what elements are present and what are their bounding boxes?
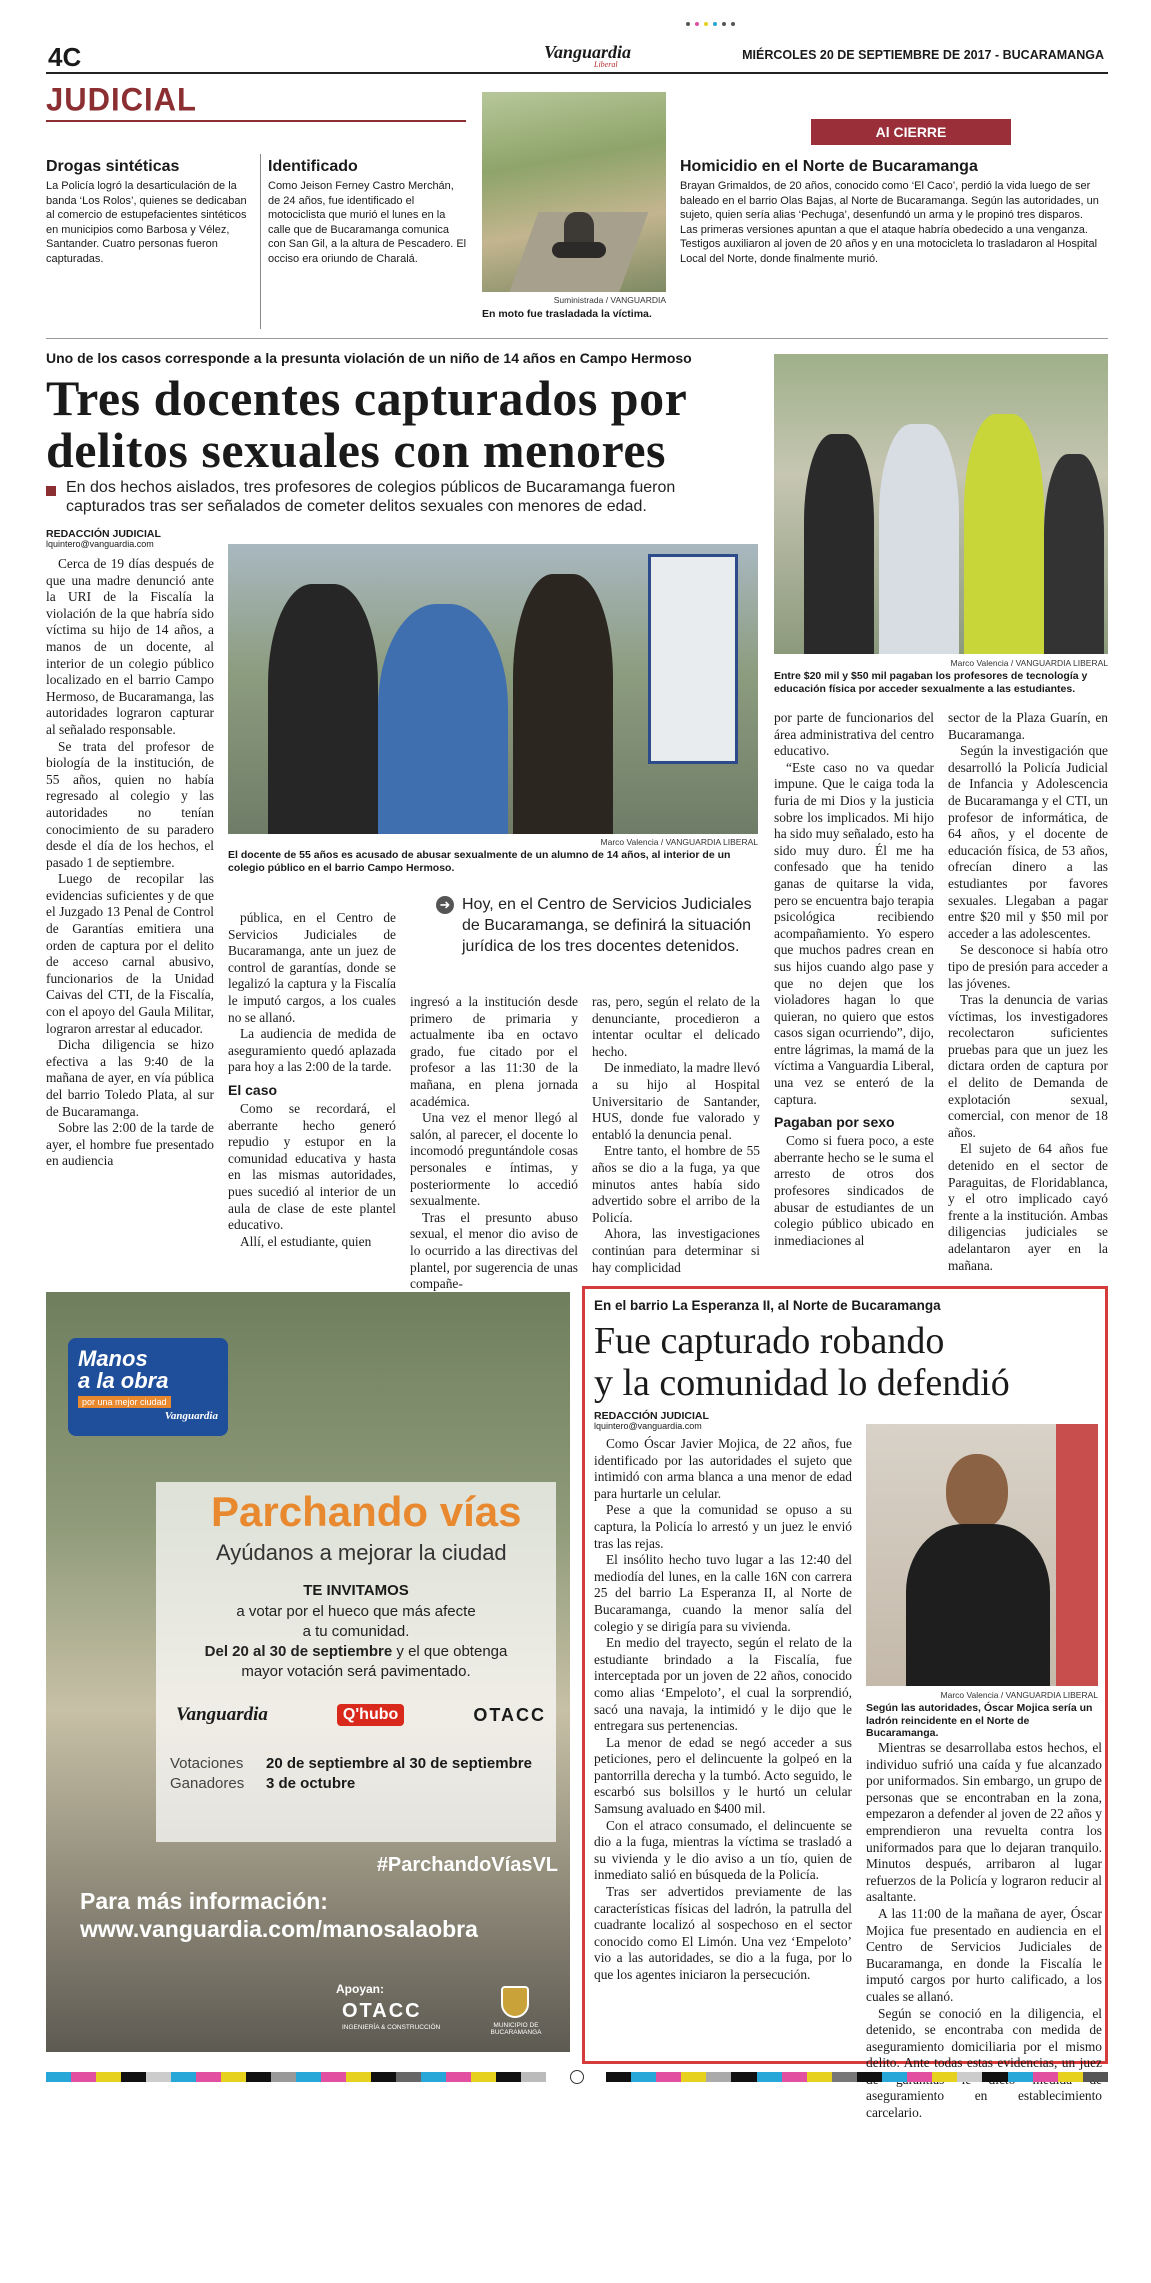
page-date: MIÉRCOLES 20 DE SEPTIEMBRE DE 2017 - BUCARAMANGA	[742, 48, 1104, 62]
paragraph: Allí, el estudiante, quien	[240, 1233, 372, 1249]
paragraph: por parte de funcionarios del área administrativa del centro educativo.	[774, 710, 934, 759]
pull-quote	[436, 894, 761, 957]
paragraph: ingresó a la institución desde primero de primaria y actualmente iba en octavo grado, fue citado por el profesor a las 11:30 de la mañana, en plena jornada académica.	[410, 994, 578, 1109]
paragraph: Como se recordará, el aberrante hecho generó repudio y estupor en la comunidad educativa y hasta en las mismas autoridades, pues sucedió al interior de un aula de clase de este plantel educativo.	[228, 1100, 396, 1233]
page-number: 4C	[48, 42, 82, 72]
brief-text: La Policía logró la desarticulación de la banda ‘Los Rolos’, quienes se dedicaban al comercio de estupefacientes sintéticos en municipios como Barbosa y Vélez, Santander. Cuatro personas fueron capturadas.	[46, 180, 247, 265]
paragraph: Una vez el menor llegó al salón, al parecer, el docente lo incomodó preguntándole cosas personales e íntimas, y posteriormente lo accedió sexualmente.	[410, 1110, 578, 1209]
al-cierre-label: Al CIERRE	[875, 124, 947, 140]
ad-date-label: Votaciones	[170, 1755, 244, 1772]
page-header	[46, 40, 1108, 74]
masthead-logo: Vanguardia	[544, 42, 632, 62]
registration-dots	[686, 22, 756, 28]
brief-drogas	[46, 158, 251, 266]
paragraph: El sujeto de 64 años fue detenido en el sector de Paraguitas, de Floridablanca, y el otro implicado cayó frente a la institución. Ambas diligencias judiciales se adelantaron ayer en la mañana.	[948, 1141, 1108, 1273]
ad-date-value: 20 de septiembre al 30 de septiembre	[266, 1755, 532, 1772]
ad-support-label: Apoyan:	[336, 1982, 384, 1996]
officer-shape	[1044, 454, 1104, 654]
main-kicker: Uno de los casos corresponde a la presunta violación de un niño de 14 años en Campo Hermoso	[46, 350, 692, 366]
ad-invite-line	[156, 1642, 556, 1662]
second-col-2	[866, 1740, 1102, 2122]
photo-credit: Marco Valencia / VANGUARDIA LIBERAL	[940, 1690, 1098, 1700]
main-email: lquintero@vanguardia.com	[46, 539, 154, 549]
support-logo: OTACC	[342, 2000, 422, 2022]
sponsor-logo: OTACC	[473, 1704, 546, 1725]
ad-date-row	[170, 1774, 550, 1794]
paragraph: Mientras se desarrollaba estos hechos, el individuo sufrió una caída y fue alcanzado por uniformados. Sin embargo, un grupo de personas que se encontraban en la zona, empezaron a defender al joven de 22 años y emprendieron una revuelta contra los uniformados para que lo dejaran tranquilo. Minutos después, arribaron al lugar refuerzos de la Policía y lograron reducir al asaltante.	[866, 1740, 1102, 1905]
ad-title: Parchando vías	[211, 1488, 522, 1535]
ad-date-row	[170, 1754, 550, 1774]
section-title: JUDICIAL	[46, 81, 197, 118]
ad-date-label: Ganadores	[170, 1775, 245, 1792]
photo-caption: Entre $20 mil y $50 mil pagaban los profesores de tecnología y educación física por acceder sexualmente a las estudiantes.	[774, 670, 1088, 695]
subheading: El caso	[228, 1081, 278, 1098]
ad-logo-line: a la obra	[78, 1368, 169, 1393]
main-byline: REDACCIÓN JUDICIAL	[46, 528, 161, 540]
deck-bullet	[46, 486, 56, 496]
ad-subtitle: Ayúdanos a mejorar la ciudad	[216, 1540, 507, 1565]
main-col-6	[948, 710, 1108, 1274]
main-col-5	[774, 710, 934, 1249]
ad-invite-line: mayor votación será pavimentado.	[241, 1663, 471, 1680]
paragraph: ras, pero, según el relato de la denunciante, procedieron a intentar ocultar el delicado hecho.	[592, 994, 760, 1059]
ad-invite-rest: y el que obtenga	[392, 1643, 508, 1660]
top-rule	[46, 338, 1108, 339]
section-rule	[46, 120, 466, 122]
paragraph: La menor de edad se negó acceder a sus peticiones, pero el delincuente la golpeó en la pantorrilla derecha y la tumbó. Acto seguido, le escarbó sus bolsillos y le hurtó un celular Samsung avaluado en $400 mil.	[594, 1734, 852, 1817]
motorcycle-photo	[482, 92, 666, 292]
motorcycle-shape	[552, 242, 606, 258]
paragraph: En medio del trayecto, según el relato de la estudiante brindado a la Fiscalía, fue interceptada por un joven de 22 años, conocido como alias ‘Empeloto’, el cual la sorprendió, sacó una navaja, la intimidó y le dijo que le entregara sus pertenencias.	[594, 1635, 852, 1734]
ad-date-value: 3 de octubre	[266, 1775, 356, 1792]
ad-invite-line: a votar por el hueco que más afecte	[236, 1603, 476, 1620]
ad-invite-head: TE INVITAMOS	[303, 1582, 409, 1599]
brief-title: Drogas sintéticas	[46, 158, 180, 175]
paragraph: Según la investigación que desarrolló la Policía Judicial de Infancia y Adolescencia de Bucaramanga y el CTI, un profesor de informática, de 64 años, y el docente de educación física, de 53 años, ofrecían dinero a las estudiantes por favores sexuales. Llegaban a pagar entre $20 mil y $50 mil por acceder a las adolescentes.	[948, 743, 1108, 941]
photo-caption: El docente de 55 años es acusado de abusar sexualmente de un alumno de 14 años, al interior de un colegio público en el barrio Campo Hermoso.	[228, 849, 731, 874]
second-col-1	[594, 1436, 852, 1984]
headline-line: Fue capturado robando	[594, 1320, 945, 1362]
paragraph: De inmediato, la madre llevó a su hijo al Hospital Universitario de Santander, HUS, donde fue valorado y entabló la denuncia penal.	[592, 1060, 760, 1142]
support-logo-sub: MUNICIPIO DE BUCARAMANGA	[490, 2022, 542, 2036]
headline-line: Tres docentes capturados por	[46, 370, 688, 426]
main-deck: En dos hechos aislados, tres profesores de colegios públicos de Bucaramanga fueron capturados tras ser señalados de cometer delitos sexuales con menores de edad.	[66, 479, 676, 515]
suspect-body	[906, 1524, 1050, 1686]
second-byline: REDACCIÓN JUDICIAL	[594, 1410, 709, 1422]
municipal-seal-icon	[501, 1986, 529, 2018]
photo-credit: Suministrada / VANGUARDIA	[553, 295, 666, 305]
suspect-head	[946, 1454, 1008, 1530]
officer-shape	[804, 434, 874, 654]
second-headline	[594, 1320, 1104, 1404]
ad-logo-line: Manos	[78, 1346, 148, 1371]
paragraph: Sobre las 2:00 de la tarde de ayer, el hombre fue presentado en audiencia	[46, 1120, 214, 1169]
ad-sponsors	[176, 1704, 546, 1726]
building-sign	[648, 554, 738, 764]
ad-invite-bold: Del 20 al 30 de septiembre	[204, 1643, 393, 1660]
main-col-1	[46, 556, 214, 1170]
pull-quote-text: Hoy, en el Centro de Servicios Judiciales de Bucaramanga, se definirá la situación jurídica de los tres docentes detenidos.	[462, 896, 752, 955]
teachers-photo	[774, 354, 1108, 654]
paragraph: Ahora, las investigaciones continúan para determinar si hay complicidad	[592, 1226, 760, 1275]
ad-logo-tag: por una mejor ciudad	[78, 1396, 171, 1408]
brief-title: Identificado	[268, 158, 358, 175]
paragraph: Pese a que la comunidad se opuso a su captura, la Policía lo arrestó y un juez le envió tras las rejas.	[594, 1502, 852, 1551]
paragraph: Cerca de 19 días después de que una madre denunció ante la URI de la Fiscalía la violación de la que habría sido víctima su hijo de 14 años, a manos de un docente, al interior de un colegio público localizado en el barrio Campo Hermoso, de Bucaramanga, las autoridades lograron capturar al señalado responsable.	[46, 556, 214, 737]
photo-caption: Según las autoridades, Óscar Mojica sería un ladrón reincidente en el Norte de Bucaramanga.	[866, 1702, 1093, 1739]
officer-right	[513, 574, 613, 834]
main-col-4	[592, 994, 760, 1276]
paragraph: A las 11:00 de la mañana de ayer, Óscar Mojica fue presentado en audiencia en el Centro de Servicios Judiciales de Bucaramanga, en donde la Fiscalía le imputó cargos por hurto calificado, a los cuales se allanó.	[866, 1905, 1102, 2004]
support-logo-sub: INGENIERÍA & CONSTRUCCIÓN	[342, 2024, 441, 2031]
paragraph: Tras el presunto abuso sexual, el menor dio aviso de lo ocurrido a las directivas del plantel, por sugerencia de unas compañe-	[410, 1209, 578, 1292]
paragraph: Tras ser advertidos previamente de las características físicas del ladrón, la patrulla del cuadrante localizó al sospechoso en el sector conocido como El Limón. Una vez ‘Empeloto’ vio a las autoridades, se dio a la fuga, por lo que los agentes iniciaron la persecución.	[594, 1884, 852, 1982]
arrow-icon: ➜	[436, 896, 454, 914]
color-bar-right	[606, 2072, 1108, 2082]
ad-hashtag: #ParchandoVíasVL	[376, 1854, 558, 1876]
paragraph: “Este caso no va quedar impune. Que le caiga toda la furia de mi Dios y la justicia sobre los implicados. Mi hijo ha sido muy señalado, esto ha sido muy duro. Él me ha confesado que ha tenido ganas de quitarse la vida, pero se encuentra bajo terapia psicológica recibiendo acompañamiento. Yo espero que muchos padres crean en sus hijos cuando algo pase y que no dejen que los violadores hagan lo que quieran, no quiero que estos casos sigan ocurriendo”, dijo, entre lágrimas, la mamá de la víctima a Vanguardia Liberal, una vez se enteró de la captura.	[774, 759, 934, 1107]
detainee	[378, 604, 508, 834]
brief-identificado	[268, 158, 468, 266]
ad-logo-brand: Vanguardia	[164, 1410, 218, 1422]
paragraph: Con el atraco consumado, el delincuente se dio a la fuga, mientras la víctima se trasladó a su vivienda y le dio aviso a un tío, quien de inmediato salió en búsqueda de la Policía.	[594, 1817, 852, 1883]
headline-line: y la comunidad lo defendió	[594, 1362, 1010, 1404]
photo-credit: Marco Valencia / VANGUARDIA LIBERAL	[600, 837, 758, 847]
brief-text: Como Jeison Ferney Castro Merchán, de 24 años, fue identificado el motociclista que murió el lunes en la calle que de Bucaramanga comunica con San Gil, a la altura de Pescadero. El occiso era oriundo de Charalá.	[268, 180, 467, 265]
ad-info-label: Para más información:	[80, 1888, 328, 1914]
brief-text: Brayan Grimaldos, de 20 años, conocido como ‘El Caco’, perdió la vida luego de ser baleado en el barrio Olas Bajas, al Norte de Bucaramanga. Según las autoridades, un sujeto, quien sería alias ‘Pechuga’, desenfundó un arma y le propinó tres disparos. Las primeras versiones apuntan a que el ataque habría obedecido a una venganza. Testigos auxiliaron al joven de 20 años y en una motocicleta lo trasladaron al Hospital Local del Norte, donde finalmente murió.	[680, 180, 1099, 265]
photo-caption: En moto fue trasladada la víctima.	[482, 308, 652, 320]
main-col-2	[228, 910, 396, 1250]
paragraph: Entre tanto, el hombre de 55 años se dio a la fuga, ya que minutos antes había sido advertido sobre el arribo de la Policía.	[592, 1143, 760, 1225]
sponsor-logo: Q'hubo	[337, 1704, 404, 1726]
main-headline	[46, 372, 766, 476]
brief-title: Homicidio en el Norte de Bucaramanga	[680, 158, 978, 175]
suspect-photo	[866, 1424, 1098, 1686]
paragraph: Luego de recopilar las evidencias suficientes y de que el Juzgado 13 Penal de Control de Garantías emitiera una orden de captura por el delito de acceso carnal abusivo, funcionarios de la Unidad Caivas del CTI, de la Fiscalía, con el apoyo del Gaula Militar, lograron arrestar al educador.	[46, 871, 214, 1036]
registration-mark-icon	[570, 2070, 584, 2084]
al-cierre-badge	[811, 119, 1011, 145]
ad-invite-text	[156, 1602, 556, 1682]
paragraph: La audiencia de medida de aseguramiento quedó aplazada para hoy a las 2:00 de la tarde.	[228, 1026, 396, 1075]
paragraph: Como si fuera poco, a este aberrante hecho se le suma el arresto de otros dos profesores sindicados de abusar de estudiantes de un colegio público ubicado en inmediaciones al	[774, 1133, 934, 1248]
paragraph: El insólito hecho tuvo lugar a las 12:40 del mediodía del lunes, en la calle 16N con carrera 25 del barrio La Esperanza II, al Norte de Bucaramanga, cuando la menor salía del colegio y se dirigía para su vivienda.	[594, 1552, 852, 1634]
paragraph: Tras la denuncia de varias víctimas, los investigadores recolectaron suficientes pruebas para que un juez les dictara orden de captura por el delito de Demanda de explotación sexual, comercial, con menor de 18 años.	[948, 992, 1108, 1140]
paragraph: Se trata del profesor de biología de la institución, de 55 años, quien no había regresado al colegio y las autoridades no tenían conocimiento de su paradero desde el día de los hechos, el pasado 1 de septiembre.	[46, 738, 214, 870]
sponsor-logo: Vanguardia	[176, 1704, 268, 1725]
brief-divider	[260, 154, 261, 329]
paragraph: Como Óscar Javier Mojica, de 22 años, fue identificado por las autoridades el sujeto que intimidó con arma blanca a una menor de edad para hurtarle un celular.	[594, 1436, 852, 1501]
ad-dates	[170, 1754, 550, 1794]
ad-url: www.vanguardia.com/manosalaobra	[80, 1916, 478, 1942]
officer-left	[268, 584, 378, 834]
ad-invite-line: a tu comunidad.	[302, 1623, 410, 1640]
paragraph: sector de la Plaza Guarín, en Bucaramanga.	[948, 710, 1108, 742]
officer-vest-shape	[964, 414, 1044, 654]
paragraph: Según se conoció en la diligencia, el detenido, se encontraba con medida de aseguramiento domiciliaria por el mismo delito. Ante todas estas evidencias, un juez aseguramiento en establecimiento carcelario.	[866, 2005, 1102, 2121]
paragraph: pública, en el Centro de Servicios Judiciales de Bucaramanga, ante un juez de control de garantías, donde se legalizó la captura y la Fiscalía le imputó cargos, a los cuales no se allanó.	[228, 910, 396, 1025]
color-bar-left	[46, 2072, 546, 2082]
ad-logo	[68, 1338, 228, 1436]
main-col-3	[410, 994, 578, 1293]
subheading: Pagaban por sexo	[774, 1114, 895, 1131]
paragraph: Se desconoce si había otro tipo de presión para acceder a las jóvenes.	[948, 942, 1108, 991]
advertisement	[46, 1292, 570, 2052]
second-email: lquintero@vanguardia.com	[594, 1421, 702, 1431]
rider-shape	[564, 212, 594, 246]
newspaper-page	[46, 28, 1108, 2148]
headline-line: delitos sexuales con menores	[46, 422, 666, 478]
door-frame	[1056, 1424, 1098, 1686]
detainee-shape	[879, 424, 959, 654]
second-kicker: En el barrio La Esperanza II, al Norte de Bucaramanga	[594, 1298, 941, 1313]
photo-credit: Marco Valencia / VANGUARDIA LIBERAL	[950, 658, 1108, 668]
arrest-photo	[228, 544, 758, 834]
brief-homicidio	[680, 158, 1100, 266]
masthead-logo-sub: Liberal	[594, 60, 618, 69]
paragraph: Dicha diligencia se hizo efectiva a las 9:40 de la mañana de ayer, en vía pública del barrio Toledo Plata, al sur de Bucaramanga.	[46, 1037, 214, 1119]
